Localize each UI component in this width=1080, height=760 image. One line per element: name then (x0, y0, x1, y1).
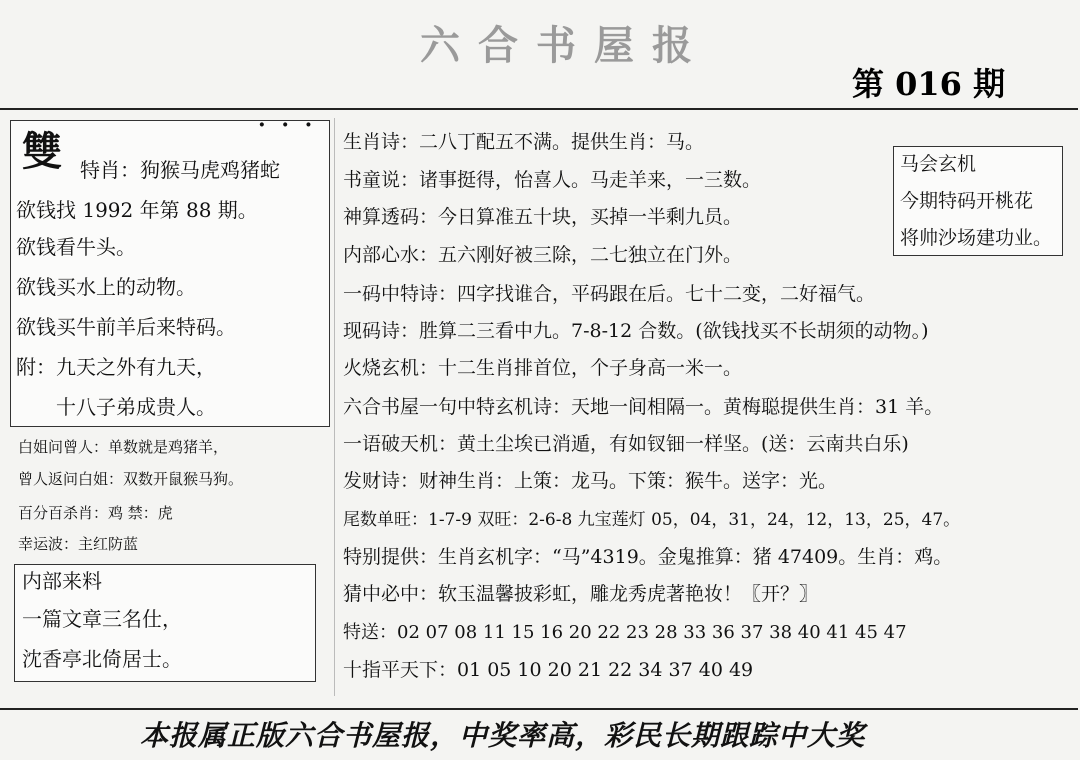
issue-number: 第 016 期 (852, 65, 1006, 103)
big-character: 雙 (22, 128, 62, 175)
footer-slogan: 本报属正版六合书屋报，中奖率高，彩民长期跟踪中大奖 (140, 719, 866, 752)
decorative-dots: · · · (258, 112, 317, 138)
right-line: 一语破天机：黄土尘埃已消遁，有如钗钿一样坚。(送：云南共白乐) (343, 433, 909, 455)
right-line: 发财诗：财神生肖：上策：龙马。下策：猴牛。送字：光。 (343, 470, 838, 492)
small-line: 白姐问曾人：单数就是鸡猪羊， (18, 438, 229, 456)
right-line: 神算透码：今日算准五十块，买掉一半剩九员。 (343, 206, 743, 228)
left-line: 附：九天之外有九天， (16, 355, 216, 379)
small-line: 幸运波：主红防蓝 (18, 535, 139, 553)
right-line: 火烧玄机：十二生肖排首位，个子身高一米一。 (343, 357, 743, 379)
right-line: 特送：02 07 08 11 15 16 20 22 23 28 33 36 37 38 40 41 45 47 (343, 622, 907, 643)
right-line: 现码诗：胜算二三看中九。7-8-12 合数。(欲钱找买不长胡须的动物。) (343, 320, 929, 342)
right-line: 六合书屋一句中特玄机诗：天地一间相隔一。黄梅聪提供生肖：31 羊。 (343, 396, 944, 418)
small-line: 曾人返问白姐：双数开鼠猴马狗。 (18, 470, 244, 488)
box-line: 今期特码开桃花 (900, 190, 1034, 212)
left-line: 欲钱买水上的动物。 (16, 275, 196, 299)
right-line: 尾数单旺：1-7-9 双旺：2-6-8 九宝莲灯 05，04，31，24，12，13，25，47。 (343, 510, 961, 530)
right-line: 一码中特诗：四字找谁合，平码跟在后。七十二变，二好福气。 (343, 283, 876, 305)
right-line: 十指平天下：01 05 10 20 21 22 34 37 40 49 (343, 659, 754, 681)
right-line: 书童说：诸事挺得，怡喜人。马走羊来，一三数。 (343, 169, 762, 191)
small-line: 百分百杀肖：鸡 禁：虎 (18, 504, 173, 522)
left-line: 十八子弟成贵人。 (16, 395, 216, 419)
box-line: 马会玄机 (900, 153, 977, 175)
tekao-line: 特肖：狗猴马虎鸡猪蛇 (80, 158, 280, 182)
inner-line: 内部来料 (22, 569, 102, 593)
right-line: 特别提供：生肖玄机字：“马”4319。金鬼推算：猪 47409。生肖：鸡。 (343, 546, 953, 568)
left-line: 欲钱买牛前羊后来特码。 (16, 315, 236, 339)
masthead-title: 六合书屋报 (420, 22, 710, 69)
column-divider (334, 118, 335, 696)
inner-line: 一篇文章三名仕， (22, 607, 182, 631)
left-line: 欲钱看牛头。 (16, 235, 136, 259)
right-line: 内部心水：五六刚好被三除，二七独立在门外。 (343, 244, 743, 266)
box-line: 将帅沙场建功业。 (900, 227, 1053, 249)
inner-line: 沈香亭北倚居士。 (22, 647, 182, 671)
left-line: 欲钱找 1992 年第 88 期。 (16, 198, 258, 222)
right-line: 生肖诗：二八丁配五不满。提供生肖：马。 (343, 131, 705, 153)
right-line: 猜中必中：软玉温馨披彩虹，雕龙秀虎著艳妆！〖开？〗 (343, 583, 819, 605)
